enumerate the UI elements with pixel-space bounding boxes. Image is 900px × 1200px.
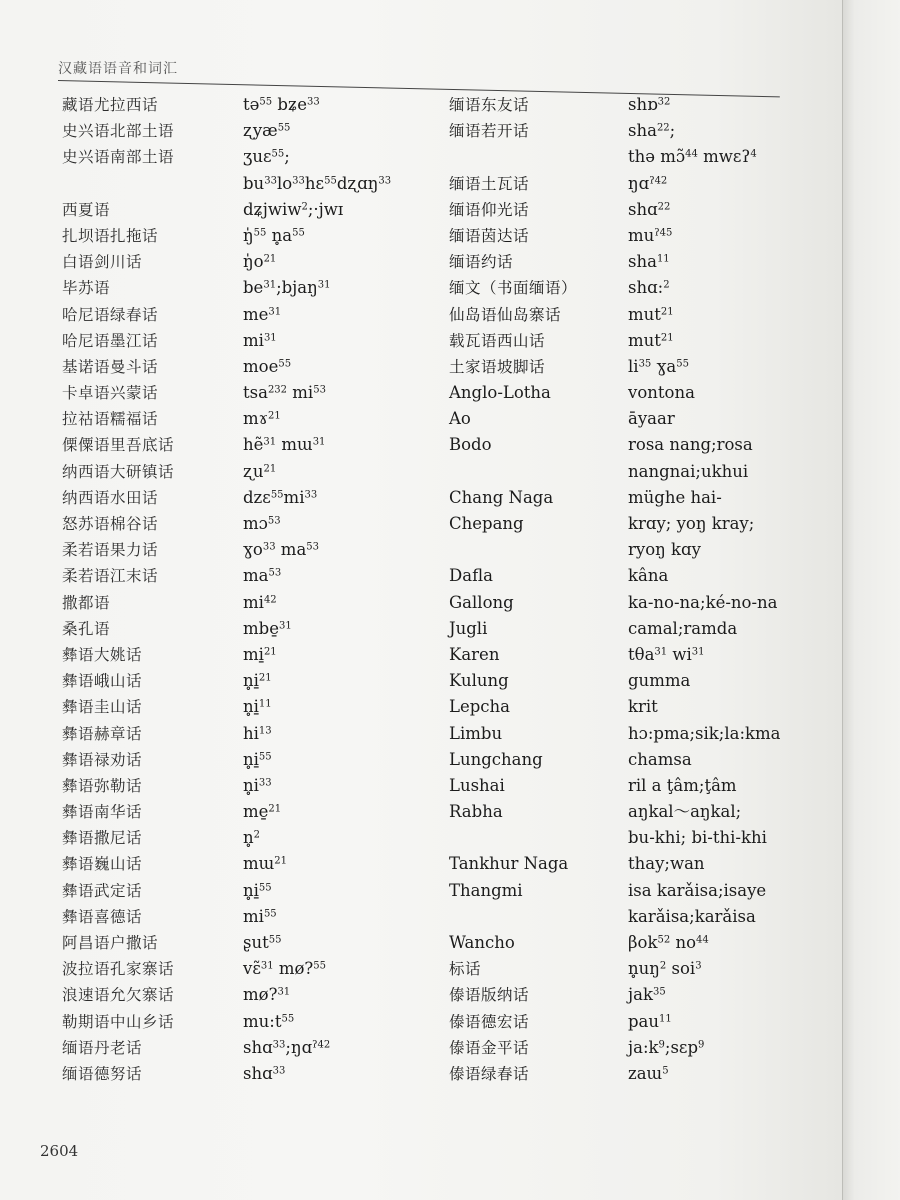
- word-form: rosa nang;rosa: [628, 435, 753, 455]
- word-form: mɤ$^{21}$: [243, 409, 281, 429]
- word-form: $li^{35}$ ɣa$^{55}$: [628, 356, 689, 376]
- word-form: kâna: [628, 566, 669, 586]
- language-name: Chang Naga: [449, 487, 554, 507]
- language-name: 哈尼语绿春话: [62, 305, 159, 324]
- left-language-column: [62, 92, 232, 1087]
- language-name: [62, 171, 232, 197]
- language-name: Lungchang: [449, 749, 543, 769]
- word-form: $hi^{13}$: [243, 723, 272, 743]
- language-name: 藏语尤拉西话: [62, 96, 159, 114]
- word-form: camal;ramda: [628, 618, 738, 638]
- language-name: 彝语撒尼话: [62, 829, 143, 848]
- word-form: ryoŋ kɑy: [628, 540, 701, 560]
- word-form: mut$^{21}$: [628, 304, 674, 324]
- language-name: 怒苏语棉谷话: [62, 515, 159, 533]
- word-form: hẽ$^{31}$ mɯ$^{31}$: [243, 435, 326, 455]
- language-name: Ao: [449, 409, 471, 429]
- word-form: zaɯ$^5$: [628, 1063, 669, 1083]
- language-name: 纳西语水田话: [62, 488, 159, 507]
- word-form: mɯ$^{21}$: [243, 854, 288, 874]
- word-form: ɣo$^{33}$ $ma^{53}$: [243, 540, 320, 560]
- language-name: Kulung: [449, 671, 509, 691]
- language-name: [449, 459, 619, 485]
- language-name: 西夏语: [62, 200, 111, 219]
- word-form: $ja:k^9;sɛp^9$: [628, 1037, 705, 1057]
- word-form: $n̥uŋ^2$ soi$^3$: [628, 959, 702, 979]
- word-form: gumma: [628, 671, 691, 691]
- word-form: krɑy; yoŋ kray;: [628, 514, 755, 533]
- word-form: dʑjwiw$^2$;·jwɪ: [243, 199, 344, 219]
- language-name: 白语剑川话: [62, 253, 143, 272]
- word-form: $ŋ̍o^{21}$: [243, 252, 277, 272]
- language-name: 傈僳语里吾底话: [62, 436, 175, 455]
- word-form: hɔ:pma;sik;la:kma: [628, 723, 781, 743]
- page-number: 2604: [40, 1142, 79, 1160]
- running-header: 汉藏语语音和词汇: [58, 61, 178, 77]
- language-name: 哈尼语墨江话: [62, 331, 159, 350]
- word-form: ka-no-na;ké-no-na: [628, 592, 778, 612]
- language-name: Anglo-Lotha: [449, 383, 551, 403]
- language-name: Limbu: [449, 723, 503, 743]
- language-name: 桑孔语: [62, 619, 111, 638]
- word-form: mbe̱$^{31}$: [243, 618, 292, 638]
- word-form: $dzɛ^{55}mi^{33}$: [243, 487, 318, 507]
- word-form: n̥i̱$^{55}$: [243, 880, 272, 900]
- language-name: 彝语巍山话: [62, 855, 143, 874]
- language-name: 缅语土瓦话: [449, 174, 530, 193]
- word-form: shɑ$^{33}$;ŋɑ$^{ʔ42}$: [243, 1037, 331, 1057]
- word-form: vontona: [628, 383, 695, 403]
- language-name: 彝语弥勒话: [62, 776, 143, 795]
- word-form: chamsa: [628, 749, 692, 769]
- word-form: thə mɔ̃$^{44}$ mwɛʔ$^4$: [628, 147, 757, 167]
- word-form: $bu^{33}lo^{33}hɛ^{55}dʐɑŋ^{33}$: [243, 173, 392, 193]
- language-name: 彝语大姚话: [62, 645, 143, 664]
- word-form: tə$^{55}$ bʑe$^{33}$: [243, 95, 320, 114]
- language-name: Jugli: [449, 618, 488, 638]
- word-form: n̥i̱$^{11}$: [243, 697, 272, 717]
- language-name: Lepcha: [449, 697, 510, 717]
- language-name: 缅语德努话: [62, 1064, 143, 1083]
- word-form: me̱$^{21}$: [243, 802, 282, 822]
- word-form: moe$^{55}$: [243, 356, 292, 376]
- language-name: 阿昌语户撒话: [62, 934, 159, 952]
- word-form: mi̱$^{21}$: [243, 644, 277, 664]
- language-name: 缅语东友话: [449, 96, 530, 114]
- language-name: [449, 825, 619, 851]
- language-name: [449, 537, 619, 563]
- language-name: Rabha: [449, 802, 503, 822]
- word-form: mɔ$^{53}$: [243, 514, 281, 533]
- language-name: Thangmi: [449, 880, 523, 900]
- word-form: isa karǎisa;isaye: [628, 880, 767, 900]
- word-form: mut$^{21}$: [628, 330, 674, 350]
- word-form: nangnai;ukhui: [628, 461, 749, 481]
- word-form: ʐyæ$^{55}$: [243, 121, 291, 141]
- language-name: 波拉语孔家寨话: [62, 960, 175, 979]
- language-name: 缅语约话: [449, 253, 514, 272]
- language-name: Lushai: [449, 775, 505, 795]
- word-form: jak$^{35}$: [628, 985, 666, 1005]
- word-form: āyaar: [628, 409, 675, 429]
- word-form: müghe hai-: [628, 487, 722, 507]
- left-form-column: [243, 92, 443, 1087]
- word-form: $mi^{42}$: [243, 592, 277, 612]
- word-form: ʂut$^{55}$: [243, 933, 282, 952]
- word-form: shɑ:$^2$: [628, 278, 670, 298]
- word-form: vɛ̃$^{31}$ mø?$^{55}$: [243, 959, 327, 979]
- language-name: Gallong: [449, 592, 514, 612]
- word-form: shɑ$^{33}$: [243, 1063, 286, 1083]
- word-form: shɒ$^{32}$: [628, 95, 671, 114]
- word-form: $be^{31};bjaŋ^{31}$: [243, 278, 331, 298]
- language-name: Wancho: [449, 933, 515, 952]
- word-form: pau$^{11}$: [628, 1011, 672, 1031]
- word-form: shɑ$^{22}$: [628, 199, 671, 219]
- language-name: 傣语版纳话: [449, 986, 530, 1005]
- language-name: 卡卓语兴蒙话: [62, 384, 159, 403]
- language-name: 彝语武定话: [62, 881, 143, 900]
- language-name: 土家语坡脚话: [449, 357, 546, 376]
- word-form: mø?$^{31}$: [243, 985, 291, 1005]
- language-name: 彝语峨山话: [62, 672, 143, 691]
- language-name: 浪速语允欠寨话: [62, 986, 175, 1005]
- language-name: 柔若语江末话: [62, 567, 159, 586]
- word-form: karǎisa;karǎisa: [628, 906, 756, 926]
- language-name: 傣语德宏话: [449, 1012, 530, 1031]
- word-form: aŋkal～aŋkal;: [628, 802, 742, 822]
- language-name: 基诺语曼斗话: [62, 357, 159, 376]
- word-form: sha$^{11}$: [628, 252, 670, 272]
- word-form: tθa$^{31}$ $wi^{31}$: [628, 644, 705, 664]
- language-name: Dafla: [449, 566, 493, 586]
- word-form: $me^{31}$: [243, 304, 282, 324]
- language-name: 傣语绿春话: [449, 1064, 530, 1083]
- word-form: $mu^{ʔ45}$: [628, 225, 673, 245]
- language-name: 柔若语果力话: [62, 541, 159, 560]
- language-name: 彝语禄劝话: [62, 750, 143, 769]
- language-name: 史兴语南部土语: [62, 148, 175, 167]
- language-name: Bodo: [449, 435, 492, 455]
- word-form: $mi^{31}$: [243, 330, 277, 350]
- word-form: $n̥i^{33}$: [243, 775, 272, 795]
- language-name: [449, 144, 619, 170]
- word-form: $mu:t^{55}$: [243, 1011, 295, 1031]
- word-form: tsa$^{232}$ $mi^{53}$: [243, 383, 326, 403]
- word-form: $mi^{55}$: [243, 906, 277, 926]
- language-name: 缅语仰光话: [449, 200, 530, 219]
- language-name: 缅文（书面缅语）: [449, 279, 578, 298]
- right-language-column: [449, 92, 619, 1087]
- language-name: 彝语南华话: [62, 803, 143, 822]
- language-name: 纳西语大研镇话: [62, 462, 175, 481]
- language-name: 缅语若开话: [449, 122, 530, 141]
- language-name: 扎坝语扎拖话: [62, 226, 159, 245]
- language-name: 标话: [449, 960, 482, 979]
- word-form: ril a ţâm;ţâm: [628, 775, 737, 795]
- word-form: ʐu$^{21}$: [243, 461, 277, 481]
- language-name: [449, 904, 619, 930]
- language-name: 缅语茵达话: [449, 226, 530, 245]
- language-name: 勒期语中山乡话: [62, 1012, 175, 1031]
- word-form: krit: [628, 697, 658, 717]
- language-name: 仙岛语仙岛寨话: [449, 305, 562, 324]
- language-name: 载瓦语西山话: [449, 331, 546, 350]
- language-name: 彝语赫章话: [62, 724, 143, 743]
- word-form: bu-khi; bi-thi-khi: [628, 828, 767, 848]
- right-form-column: [628, 92, 828, 1087]
- word-form: ŋɑ$^{ʔ42}$: [628, 173, 668, 193]
- word-form: n̥i̱$^{21}$: [243, 671, 272, 691]
- word-form: thay;wan: [628, 854, 705, 874]
- language-name: 史兴语北部土语: [62, 122, 175, 141]
- word-form: ʒuɛ$^{55}$;: [243, 147, 290, 167]
- word-form: n̥$^2$: [243, 828, 261, 848]
- language-name: 彝语圭山话: [62, 698, 143, 717]
- language-name: Chepang: [449, 514, 524, 533]
- page-edge-shadow: [842, 0, 900, 1200]
- language-name: 缅语丹老话: [62, 1038, 143, 1057]
- word-form: βok$^{52}$ $no^{44}$: [628, 933, 709, 952]
- word-form: $ma^{53}$: [243, 566, 282, 586]
- language-name: 拉祜语糯福话: [62, 410, 159, 429]
- language-name: 傣语金平话: [449, 1038, 530, 1057]
- language-name: 毕苏语: [62, 279, 111, 298]
- language-name: Karen: [449, 644, 500, 664]
- language-name: Tankhur Naga: [449, 854, 569, 874]
- word-form: sha$^{22}$;: [628, 121, 676, 141]
- word-form: n̥i̱$^{55}$: [243, 749, 272, 769]
- word-form: ŋ̍$^{55}$ $n̥a^{55}$: [243, 225, 305, 245]
- language-name: 撒都语: [62, 593, 111, 612]
- language-name: 彝语喜德话: [62, 907, 143, 926]
